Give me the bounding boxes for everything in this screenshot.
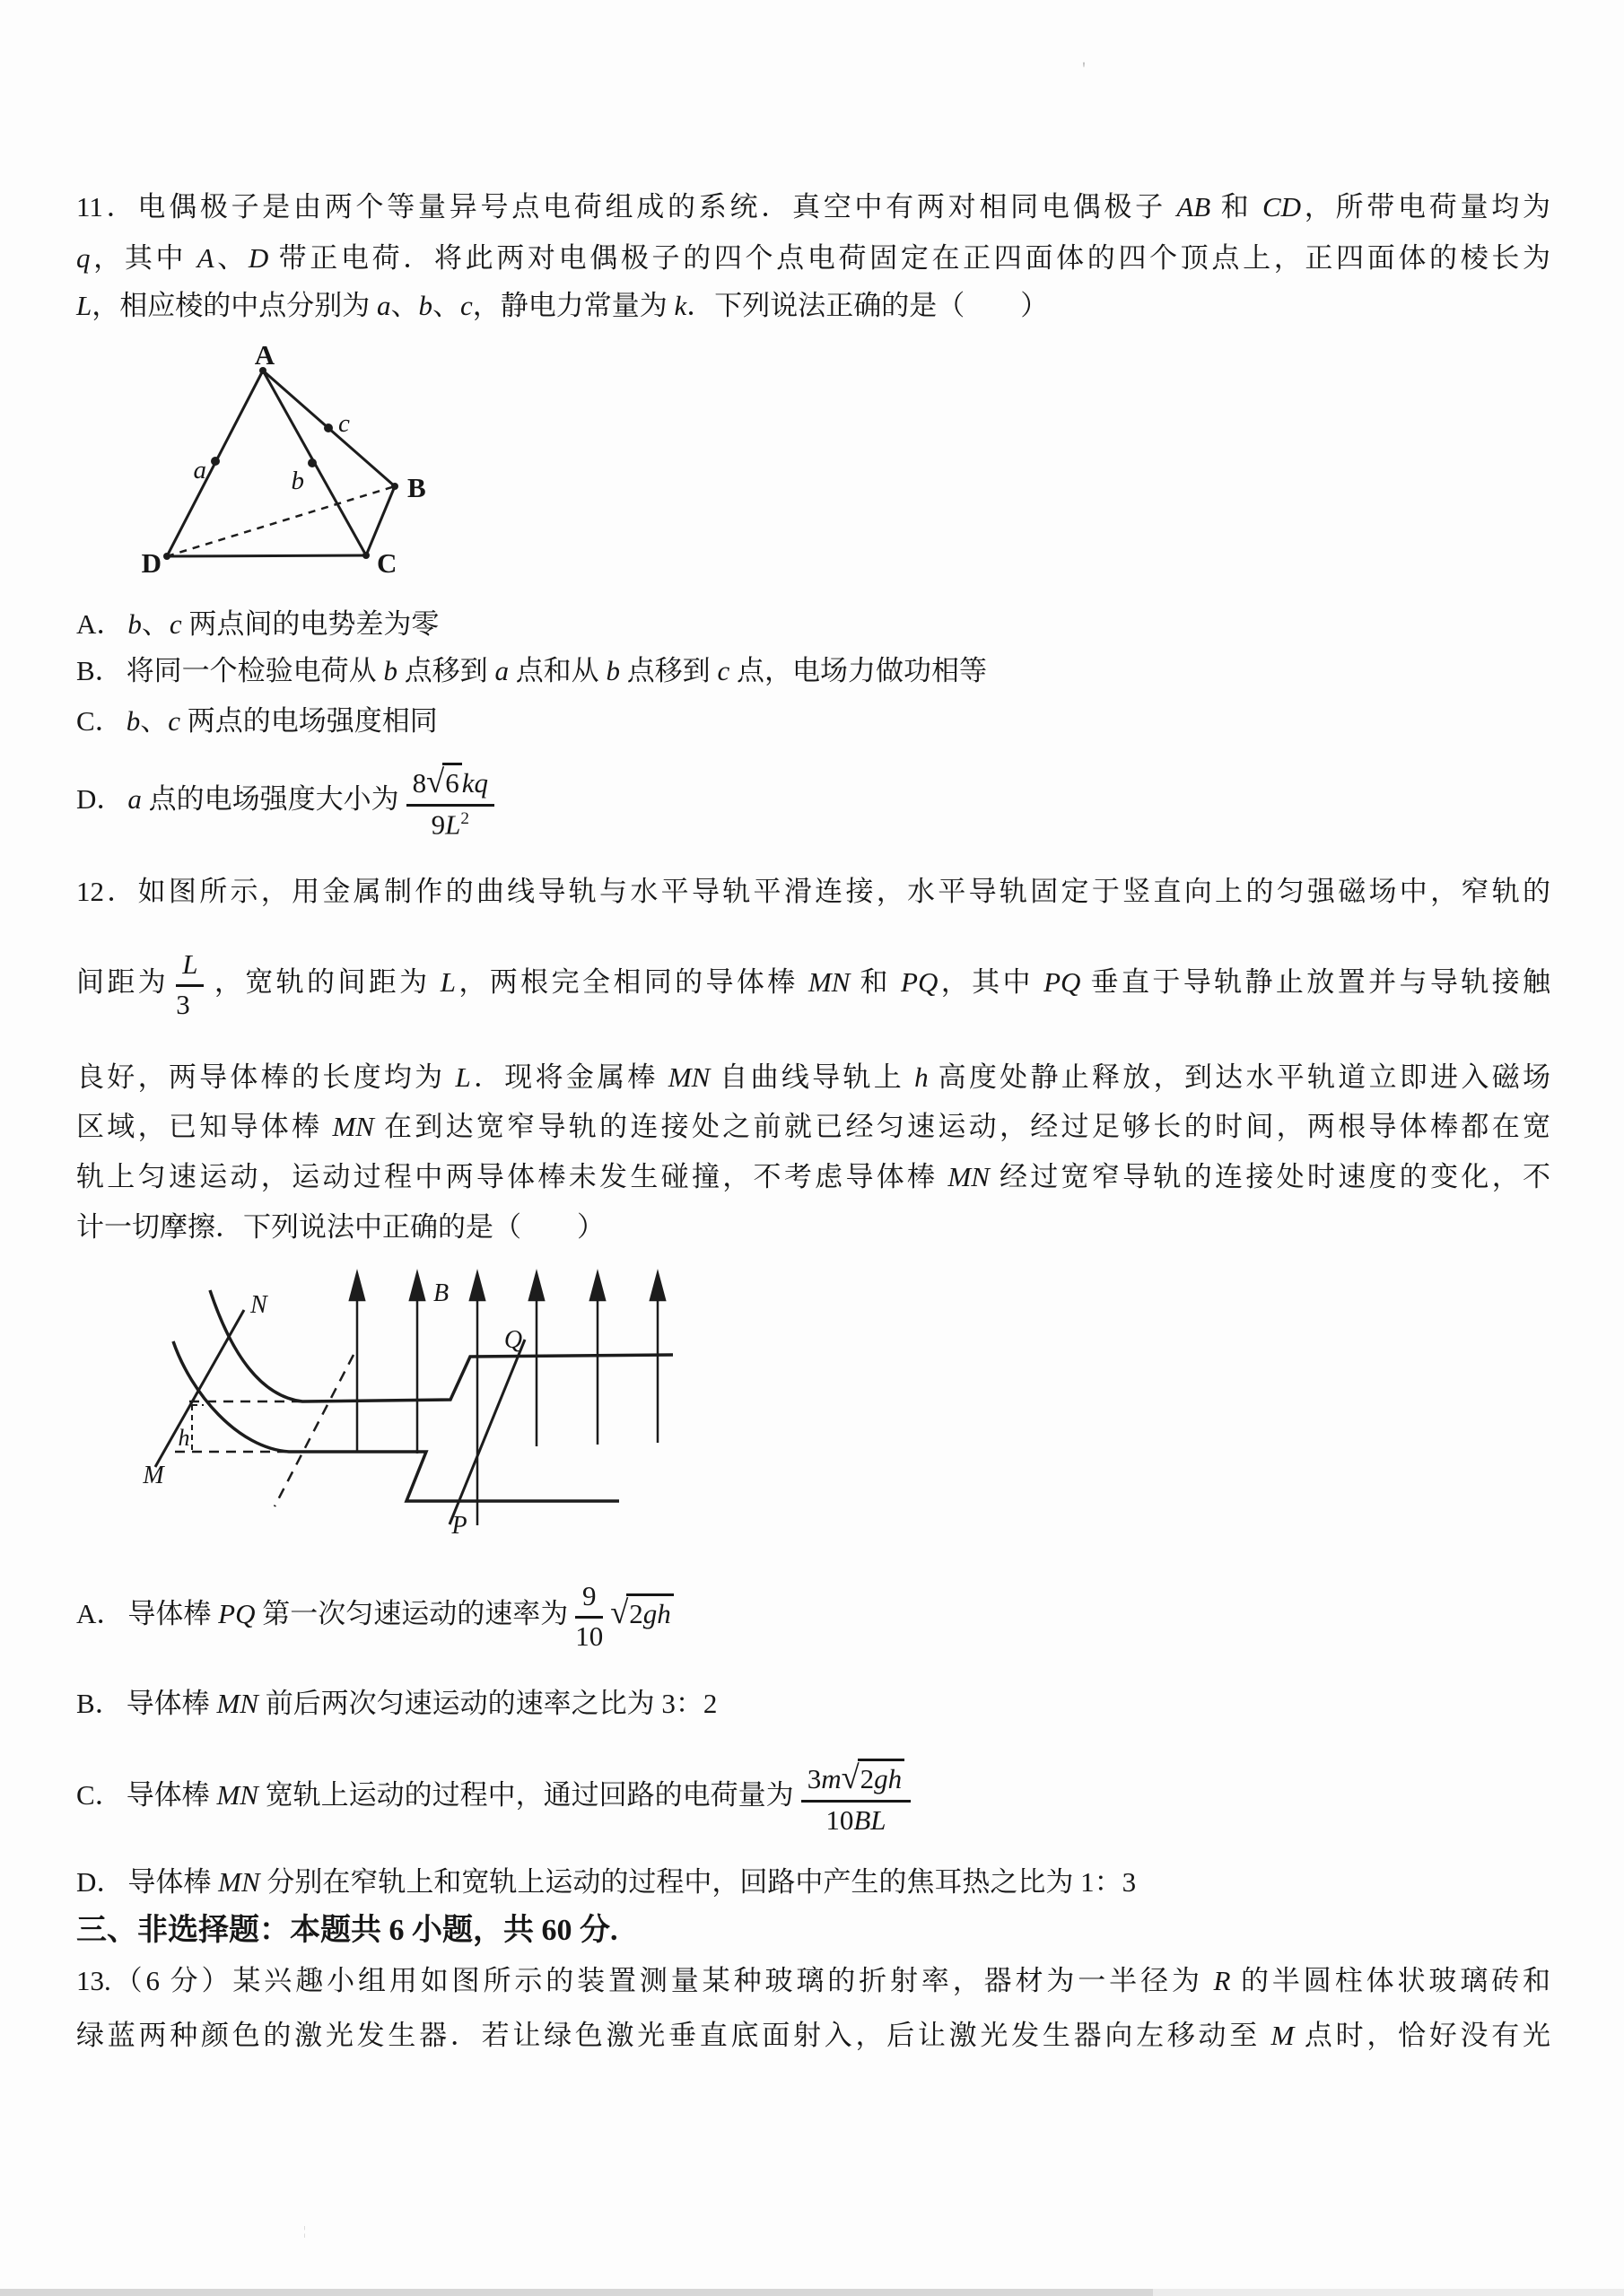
section-3-header: 三、非选择题：本题共 6 小题，共 60 分. bbox=[76, 1914, 618, 1947]
vertex-label-c: C bbox=[377, 547, 397, 579]
radical-sign: √ bbox=[610, 1593, 629, 1630]
perspective-dashed-line bbox=[275, 1355, 354, 1506]
midpoint-label-b: b bbox=[291, 467, 304, 495]
option-text: 导体棒 PQ 第一次匀速运动的速率为 bbox=[127, 1598, 569, 1629]
q11-option-b bbox=[76, 645, 1550, 696]
q11-option-c bbox=[76, 695, 1550, 746]
field-label-b: B bbox=[433, 1279, 450, 1307]
q12-line-2: 间距为 $\frac{L}{3}$ ，宽轨的间距为 L，两根完全相同的导体棒 MN 和 PQ，其中 PQ 垂直于导轨静止放置并与导轨接触 bbox=[76, 948, 1551, 1020]
midpoint-label-c: c bbox=[338, 409, 350, 438]
vertex-label-d: D bbox=[141, 547, 162, 579]
q12-option-a bbox=[76, 1571, 1550, 1655]
option-label: A． bbox=[76, 608, 125, 640]
q11-option-d bbox=[76, 756, 1550, 842]
formula-sqrt-2gh: √2gh bbox=[610, 1598, 674, 1629]
option-text: 将同一个检验电荷从 b 点移到 a 点和从 b 点移到 c 点，电场力做功相等 bbox=[126, 655, 987, 686]
formula-fraction-8sqrt6kq-over-9L2: $\frac{8√6kq}{9L^2}$ bbox=[406, 764, 494, 841]
option-label: D． bbox=[76, 783, 125, 815]
rod-end-label-m: M bbox=[143, 1462, 164, 1489]
option-text: 导体棒 MN 前后两次匀速运动的速率之比为 3：2 bbox=[126, 1688, 718, 1719]
radical-sign: √ bbox=[426, 762, 445, 799]
rod-end-label-q: Q bbox=[503, 1326, 523, 1354]
q12-option-b bbox=[76, 1678, 1550, 1729]
radical-sign: √ bbox=[841, 1759, 860, 1796]
formula-fraction-3m-sqrt2gh-over-10BL: $\frac{3m√2gh}{10BL}$ bbox=[801, 1759, 911, 1837]
scan-artifact-speck: ¦ bbox=[303, 2224, 307, 2239]
rod-pq bbox=[450, 1340, 525, 1524]
formula-fraction-L-over-3: $\frac{L}{3}$ bbox=[176, 949, 204, 1020]
option-label: A． bbox=[76, 1598, 125, 1629]
q12-line-1: 12．如图所示，用金属制作的曲线导轨与水平导轨平滑连接，水平导轨固定于竖直向上的匀强磁场中，窄轨的 bbox=[76, 876, 1550, 907]
q11-tetrahedron-figure bbox=[70, 339, 447, 599]
option-label: D． bbox=[76, 1866, 125, 1898]
q13-line-2: 绿蓝两种颜色的激光发生器．若让绿色激光垂直底面射入，后让激光发生器向左移动至 M 点时，恰好没有光 bbox=[76, 2020, 1551, 2051]
midpoint-label-a: a bbox=[193, 456, 206, 485]
rod-mn bbox=[155, 1310, 244, 1467]
option-label: C． bbox=[76, 705, 123, 737]
q12-option-c bbox=[76, 1754, 1550, 1837]
q12-line-3: 良好，两导体棒的长度均为 L．现将金属棒 MN 自曲线导轨上 h 高度处静止释放，到达水平轨道立即进入磁场 bbox=[76, 1061, 1551, 1093]
option-label: B． bbox=[76, 655, 123, 686]
option-text: 导体棒 MN 分别在窄轨上和宽轨上运动的过程中，回路中产生的焦耳热之比为 1：3 bbox=[127, 1866, 1137, 1898]
q12-line-6: 计一切摩擦．下列说法中正确的是（ ） bbox=[76, 1211, 605, 1243]
q12-rails-figure bbox=[85, 1259, 731, 1573]
q13-line-1: 13.（6 分）某兴趣小组用如图所示的装置测量某种玻璃的折射率，器材为一半径为 R 的半圆柱体状玻璃砖和 bbox=[76, 1965, 1550, 1996]
scan-artifact-mark: ' bbox=[1082, 57, 1086, 80]
q12-line-4: 区域，已知导体棒 MN 在到达宽窄导轨的连接处之前就已经匀速运动，经过足够长的时间，两根导体棒都在宽 bbox=[76, 1111, 1551, 1142]
lower-rail bbox=[173, 1341, 619, 1501]
q11-option-a bbox=[76, 598, 1550, 650]
option-label: C． bbox=[76, 1779, 123, 1811]
option-label: B． bbox=[76, 1688, 123, 1719]
scan-bottom-edge bbox=[0, 2289, 1624, 2296]
q11-line-3: L，相应棱的中点分别为 a、b、c，静电力常量为 k．下列说法正确的是（ ） bbox=[76, 290, 1049, 321]
vertex-label-a-top: A bbox=[254, 339, 275, 371]
option-text: a 点的电场强度大小为 bbox=[127, 783, 399, 815]
option-text: b、c 两点的电场强度相同 bbox=[126, 705, 438, 737]
height-label-h: h bbox=[178, 1425, 190, 1451]
formula-fraction-9-over-10: $\frac{9}{10}$ bbox=[575, 1580, 604, 1652]
vertex-label-b: B bbox=[407, 472, 426, 503]
option-text: 导体棒 MN 宽轨上运动的过程中，通过回路的电荷量为 bbox=[126, 1779, 794, 1811]
q12-option-d bbox=[76, 1856, 1550, 1908]
q11-line-1: 11．电偶极子是由两个等量异号点电荷组成的系统．真空中有两对相同电偶极子 AB 和 CD，所带电荷量均为 bbox=[76, 191, 1550, 223]
rod-end-label-p: P bbox=[451, 1512, 467, 1540]
q12-line-5: 轨上匀速运动，运动过程中两导体棒未发生碰撞，不考虑导体棒 MN 经过宽窄导轨的连接处时速度的变化，不 bbox=[76, 1161, 1551, 1192]
rod-end-label-n: N bbox=[250, 1291, 267, 1319]
q11-line-2: q，其中 A、D 带正电荷．将此两对电偶极子的四个点电荷固定在正四面体的四个顶点上，正四面体的棱长为 bbox=[76, 242, 1551, 274]
option-text: b、c 两点间的电势差为零 bbox=[127, 608, 440, 640]
